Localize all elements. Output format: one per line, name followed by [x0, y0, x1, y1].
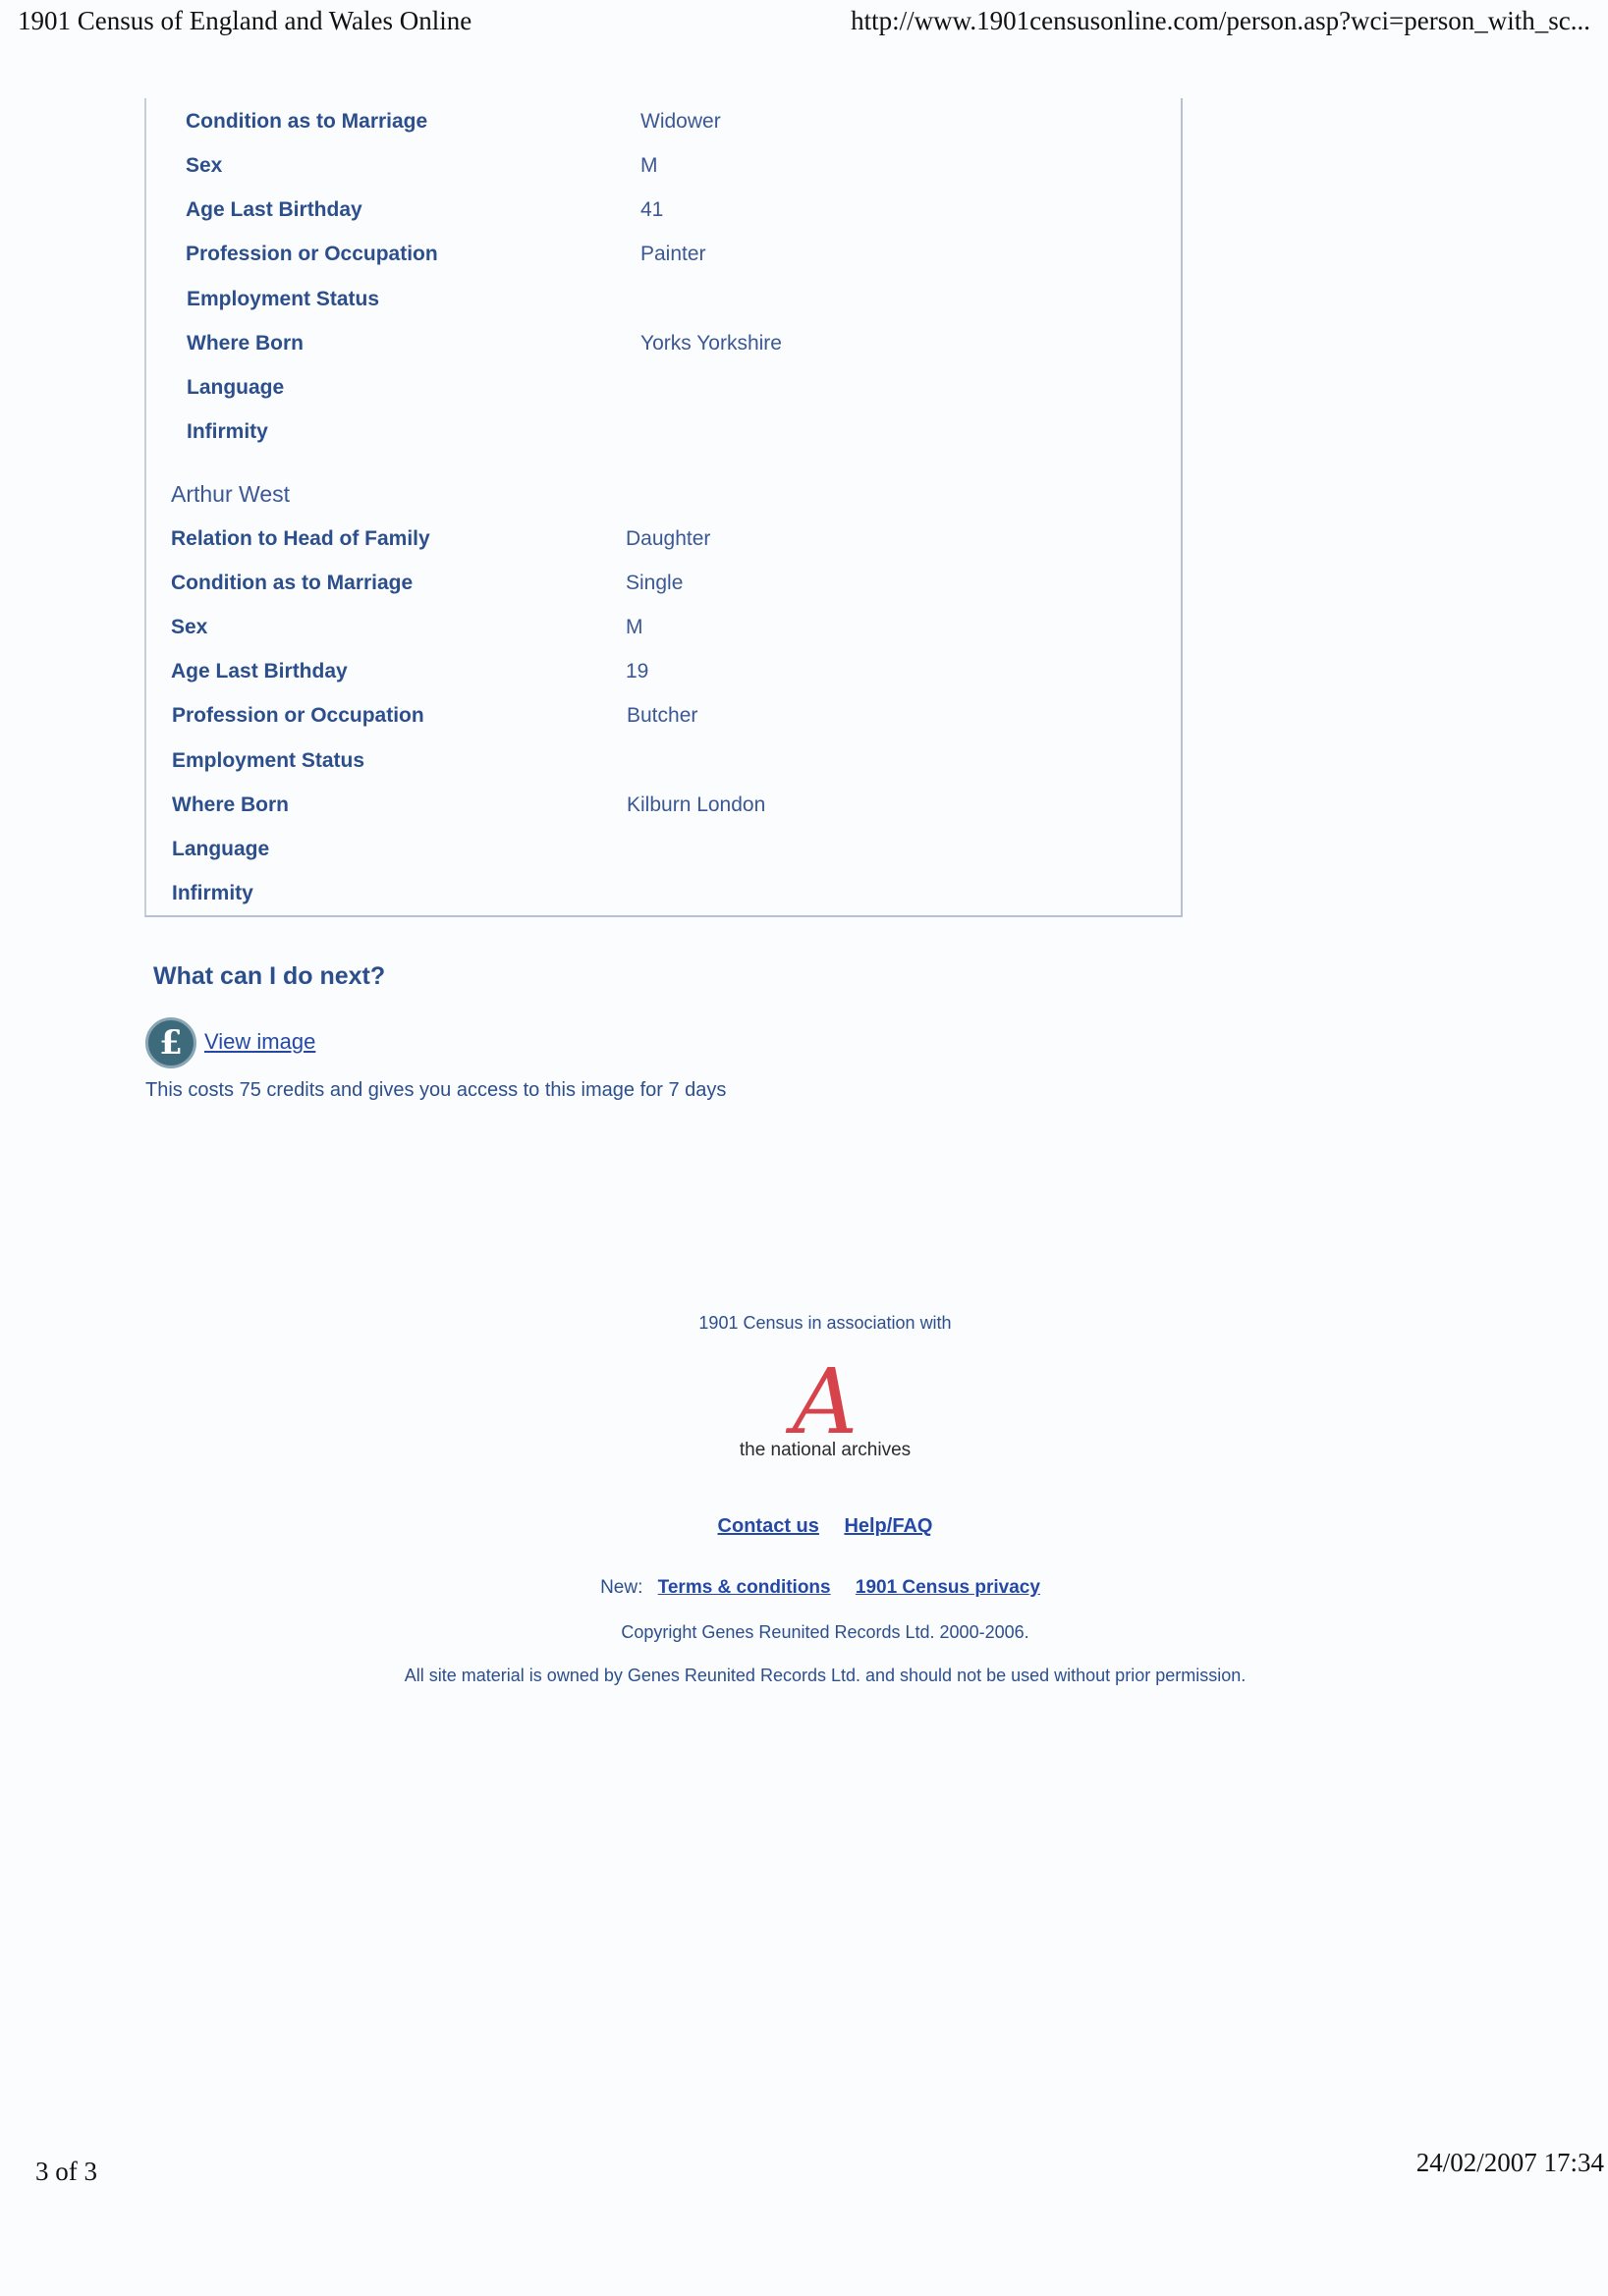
national-archives-logo-text: the national archives: [739, 1440, 912, 1460]
field-value: 41: [640, 198, 664, 221]
field-label: Employment Status: [187, 288, 380, 310]
field-value: Daughter: [626, 527, 711, 550]
field-value: Kilburn London: [627, 793, 766, 816]
field-value: M: [626, 616, 643, 638]
print-header: [18, 6, 1590, 45]
field-label: Employment Status: [172, 749, 365, 772]
print-page-number: 3 of 3: [35, 2157, 97, 2186]
field-label: Where Born: [172, 793, 290, 816]
field-label: Infirmity: [172, 882, 253, 904]
field-label: Language: [172, 838, 270, 860]
field-label: Sex: [171, 616, 208, 638]
field-label: Age Last Birthday: [186, 198, 362, 221]
field-label: Language: [187, 376, 285, 399]
field-label: Profession or Occupation: [172, 704, 424, 727]
field-label: Profession or Occupation: [186, 243, 438, 265]
field-value: Painter: [640, 243, 706, 265]
new-links-line: [0, 1577, 1608, 1599]
print-datetime: 24/02/2007 17:34: [1415, 2148, 1604, 2177]
person-name: Arthur West: [171, 481, 290, 507]
field-label: Condition as to Marriage: [171, 572, 414, 594]
field-value: Yorks Yorkshire: [640, 332, 782, 355]
field-label: Where Born: [187, 332, 305, 355]
field-value: Butcher: [627, 704, 698, 727]
copyright-text: Copyright Genes Reunited Records Ltd. 2000-2006.: [621, 1622, 1029, 1642]
national-archives-logo-letter: A: [792, 1349, 859, 1454]
help-faq-link[interactable]: Help/FAQ: [844, 1515, 933, 1537]
field-label: Sex: [186, 154, 223, 177]
pound-icon[interactable]: £: [145, 1017, 196, 1068]
field-label: Condition as to Marriage: [186, 110, 428, 133]
field-label: Relation to Head of Family: [171, 527, 430, 550]
census-privacy-link[interactable]: 1901 Census privacy: [855, 1577, 1040, 1598]
new-label: New:: [600, 1577, 643, 1598]
next-steps-heading: What can I do next?: [153, 962, 386, 990]
footer-links: [0, 1515, 1608, 1538]
ownership-notice: All site material is owned by Genes Reunited Records Ltd. and should not be used without prior permission.: [404, 1666, 1247, 1685]
field-value: Widower: [640, 110, 721, 133]
view-image-link[interactable]: View image: [204, 1029, 316, 1054]
field-value: 19: [626, 660, 649, 683]
field-label: Infirmity: [187, 420, 268, 443]
association-text: 1901 Census in association with: [698, 1313, 952, 1333]
contact-us-link[interactable]: Contact us: [717, 1515, 819, 1537]
print-header-url: http://www.1901censusonline.com/person.asp?wci=person_with_sc...: [851, 6, 1590, 35]
cost-note: This costs 75 credits and gives you access to this image for 7 days: [145, 1079, 727, 1101]
field-label: Age Last Birthday: [171, 660, 348, 683]
census-record-panel: [144, 98, 1183, 917]
national-archives-logo[interactable]: [727, 1349, 923, 1471]
terms-conditions-link[interactable]: Terms & conditions: [657, 1577, 831, 1598]
field-value: M: [640, 154, 658, 177]
print-header-title: 1901 Census of England and Wales Online: [18, 6, 472, 35]
field-value: Single: [626, 572, 684, 594]
